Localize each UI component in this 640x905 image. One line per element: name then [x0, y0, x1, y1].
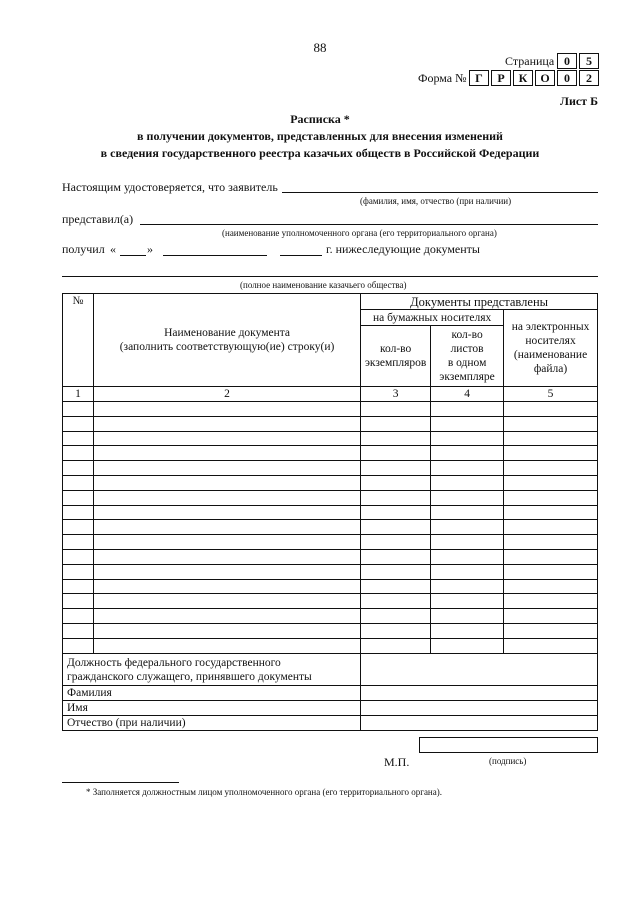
- copies-line1: кол-во: [380, 343, 412, 355]
- table-row: [63, 416, 598, 431]
- electronic-line1: на электронных: [511, 321, 590, 333]
- title-line-2: в получении документов, представленных для внесения изменений: [137, 129, 503, 143]
- table-row: [63, 564, 598, 579]
- official-table: [62, 653, 598, 731]
- table-cell[interactable]: [431, 520, 504, 535]
- electronic-line3: (наименование: [513, 349, 588, 361]
- table-cell[interactable]: [361, 579, 431, 594]
- sheets-line3: в одном: [447, 357, 487, 369]
- table-cell[interactable]: [504, 461, 598, 476]
- table-cell[interactable]: [93, 431, 360, 446]
- table-cell[interactable]: [63, 461, 94, 476]
- table-cell[interactable]: [431, 549, 504, 564]
- table-cell[interactable]: [504, 490, 598, 505]
- col-header-copies: [361, 326, 431, 387]
- col-header-number: №: [63, 294, 94, 387]
- table-cell[interactable]: [504, 505, 598, 520]
- table-cell[interactable]: [93, 638, 360, 653]
- table-cell[interactable]: [63, 475, 94, 490]
- table-cell[interactable]: [93, 402, 360, 417]
- presented-label: представил(а): [62, 212, 134, 226]
- table-row: [63, 490, 598, 505]
- table-cell[interactable]: [504, 549, 598, 564]
- table-cell[interactable]: [63, 431, 94, 446]
- table-cell[interactable]: [431, 623, 504, 638]
- form-code-5: 0: [557, 70, 577, 86]
- copies-line2: экземпляров: [364, 357, 427, 369]
- table-row: [63, 475, 598, 490]
- surname-field[interactable]: [360, 686, 597, 701]
- table-cell[interactable]: [361, 638, 431, 653]
- col-header-name-line1: Наименование документа: [164, 327, 291, 339]
- table-cell[interactable]: [504, 431, 598, 446]
- table-row: [63, 638, 598, 653]
- position-line2: гражданского служащего, принявшего документы: [67, 670, 312, 683]
- table-cell[interactable]: [431, 638, 504, 653]
- table-cell[interactable]: [93, 416, 360, 431]
- presented-field[interactable]: [140, 224, 598, 225]
- surname-label: Фамилия: [63, 686, 361, 701]
- table-row: [63, 623, 598, 638]
- table-cell[interactable]: [93, 535, 360, 550]
- table-cell[interactable]: [431, 461, 504, 476]
- table-cell[interactable]: [361, 461, 431, 476]
- table-cell[interactable]: [361, 549, 431, 564]
- applicant-hint: (фамилия, имя, отчество (при наличии): [360, 196, 512, 206]
- received-label: получил: [62, 242, 105, 256]
- table-cell[interactable]: [504, 535, 598, 550]
- table-cell[interactable]: [504, 638, 598, 653]
- society-field[interactable]: [62, 276, 598, 277]
- form-code-1: Г: [469, 70, 489, 86]
- page-digit-2: 5: [579, 53, 599, 69]
- table-cell[interactable]: [431, 475, 504, 490]
- table-row: [63, 505, 598, 520]
- table-cell[interactable]: [504, 564, 598, 579]
- form-code-2: Р: [491, 70, 511, 86]
- col-header-sheets: [431, 326, 504, 387]
- table-cell[interactable]: [361, 402, 431, 417]
- table-cell[interactable]: [361, 416, 431, 431]
- table-cell[interactable]: [361, 505, 431, 520]
- table-cell[interactable]: [63, 638, 94, 653]
- documents-table: [62, 293, 598, 654]
- table-row: [63, 431, 598, 446]
- table-row: [63, 461, 598, 476]
- table-cell[interactable]: [361, 520, 431, 535]
- title-receipt: Расписка *: [290, 112, 350, 126]
- table-cell[interactable]: [63, 490, 94, 505]
- table-cell[interactable]: [93, 520, 360, 535]
- table-row: [63, 535, 598, 550]
- table-cell[interactable]: [361, 623, 431, 638]
- stamp-label: М.П.: [384, 755, 410, 769]
- table-row: [63, 594, 598, 609]
- table-cell[interactable]: [93, 609, 360, 624]
- table-cell[interactable]: [63, 579, 94, 594]
- page-label: Страница: [505, 54, 555, 68]
- name-field[interactable]: [360, 701, 597, 716]
- form-code-6: 2: [579, 70, 599, 86]
- col-number-4: 4: [431, 387, 504, 402]
- table-cell[interactable]: [63, 520, 94, 535]
- title-line-3: в сведения государственного реестра казачьих обществ в Российской Федерации: [100, 146, 540, 160]
- electronic-line2: носителях: [525, 335, 576, 347]
- col-number-1: 1: [63, 387, 94, 402]
- table-row: [63, 520, 598, 535]
- table-cell[interactable]: [63, 446, 94, 461]
- table-row: [63, 579, 598, 594]
- table-cell[interactable]: [504, 520, 598, 535]
- table-cell[interactable]: [504, 416, 598, 431]
- table-cell[interactable]: [504, 579, 598, 594]
- table-cell[interactable]: [504, 402, 598, 417]
- col-header-paper: на бумажных носителях: [361, 310, 504, 326]
- patronymic-field[interactable]: [360, 716, 597, 731]
- table-cell[interactable]: [361, 594, 431, 609]
- table-row: [63, 446, 598, 461]
- position-field[interactable]: [360, 654, 597, 686]
- table-cell[interactable]: [93, 594, 360, 609]
- table-cell[interactable]: [361, 490, 431, 505]
- year-suffix: г. нижеследующие документы: [326, 242, 480, 256]
- table-cell[interactable]: [431, 579, 504, 594]
- signature-hint: (подпись): [489, 756, 527, 766]
- sheets-line1: кол-во: [451, 329, 483, 341]
- table-cell[interactable]: [431, 564, 504, 579]
- position-line1: Должность федерального государственного: [67, 656, 281, 669]
- table-cell[interactable]: [361, 564, 431, 579]
- table-cell[interactable]: [63, 549, 94, 564]
- table-cell[interactable]: [93, 475, 360, 490]
- form-label: Форма №: [418, 71, 467, 85]
- table-row: [63, 609, 598, 624]
- col-header-docs-presented: Документы представлены: [361, 294, 598, 310]
- day-field[interactable]: [120, 255, 146, 256]
- patronymic-label: Отчество (при наличии): [63, 716, 361, 731]
- sheet-label: Лист Б: [560, 94, 599, 108]
- table-cell[interactable]: [504, 609, 598, 624]
- table-cell[interactable]: [63, 609, 94, 624]
- table-cell[interactable]: [504, 594, 598, 609]
- applicant-label: Настоящим удостоверяется, что заявитель: [62, 180, 278, 194]
- col-header-name-line2: (заполнить соответствующую(ие) строку(и): [119, 341, 335, 353]
- open-quote: «: [110, 242, 116, 256]
- position-label: [63, 654, 361, 686]
- sheets-line2: листов: [450, 343, 484, 355]
- table-cell[interactable]: [361, 475, 431, 490]
- table-cell[interactable]: [431, 402, 504, 417]
- table-cell[interactable]: [93, 490, 360, 505]
- table-cell[interactable]: [63, 594, 94, 609]
- col-number-5: 5: [504, 387, 598, 402]
- table-cell[interactable]: [431, 535, 504, 550]
- table-cell[interactable]: [63, 535, 94, 550]
- society-hint: (полное наименование казачьего общества): [240, 280, 407, 290]
- page-digit-1: 0: [557, 53, 577, 69]
- month-field[interactable]: [163, 255, 267, 256]
- table-cell[interactable]: [431, 446, 504, 461]
- table-cell[interactable]: [361, 609, 431, 624]
- table-cell[interactable]: [93, 446, 360, 461]
- table-cell[interactable]: [93, 623, 360, 638]
- table-cell[interactable]: [431, 505, 504, 520]
- footnote-divider: [62, 782, 179, 783]
- table-cell[interactable]: [93, 505, 360, 520]
- table-cell[interactable]: [93, 549, 360, 564]
- table-cell[interactable]: [361, 431, 431, 446]
- table-cell[interactable]: [361, 535, 431, 550]
- table-cell[interactable]: [63, 623, 94, 638]
- col-number-3: 3: [361, 387, 431, 402]
- table-cell[interactable]: [431, 594, 504, 609]
- electronic-line4: файла): [533, 363, 568, 375]
- footnote: * Заполняется должностным лицом уполномоченного органа (его территориального органа).: [86, 787, 442, 797]
- table-cell[interactable]: [361, 446, 431, 461]
- close-quote: »: [147, 242, 153, 256]
- year-field[interactable]: [280, 255, 322, 256]
- form-code-4: О: [535, 70, 555, 86]
- table-cell[interactable]: [431, 490, 504, 505]
- col-number-2: 2: [93, 387, 360, 402]
- table-cell[interactable]: [63, 505, 94, 520]
- table-cell[interactable]: [504, 446, 598, 461]
- form-code-3: К: [513, 70, 533, 86]
- table-cell[interactable]: [63, 402, 94, 417]
- presented-hint: (наименование уполномоченного органа (его территориального органа): [222, 228, 497, 238]
- table-row: [63, 549, 598, 564]
- signature-box[interactable]: [419, 737, 598, 753]
- table-cell[interactable]: [63, 416, 94, 431]
- table-cell[interactable]: [504, 475, 598, 490]
- table-cell[interactable]: [63, 564, 94, 579]
- name-label: Имя: [63, 701, 361, 716]
- table-row: [63, 402, 598, 417]
- applicant-field[interactable]: [282, 192, 598, 193]
- table-cell[interactable]: [93, 579, 360, 594]
- table-cell[interactable]: [431, 609, 504, 624]
- page-number: 88: [313, 40, 327, 55]
- table-cell[interactable]: [504, 623, 598, 638]
- table-cell[interactable]: [431, 431, 504, 446]
- col-header-electronic: [504, 310, 598, 387]
- table-cell[interactable]: [93, 564, 360, 579]
- table-cell[interactable]: [93, 461, 360, 476]
- table-cell[interactable]: [431, 416, 504, 431]
- sheets-line4: экземпляре: [439, 371, 495, 383]
- col-header-document-name: [93, 294, 360, 387]
